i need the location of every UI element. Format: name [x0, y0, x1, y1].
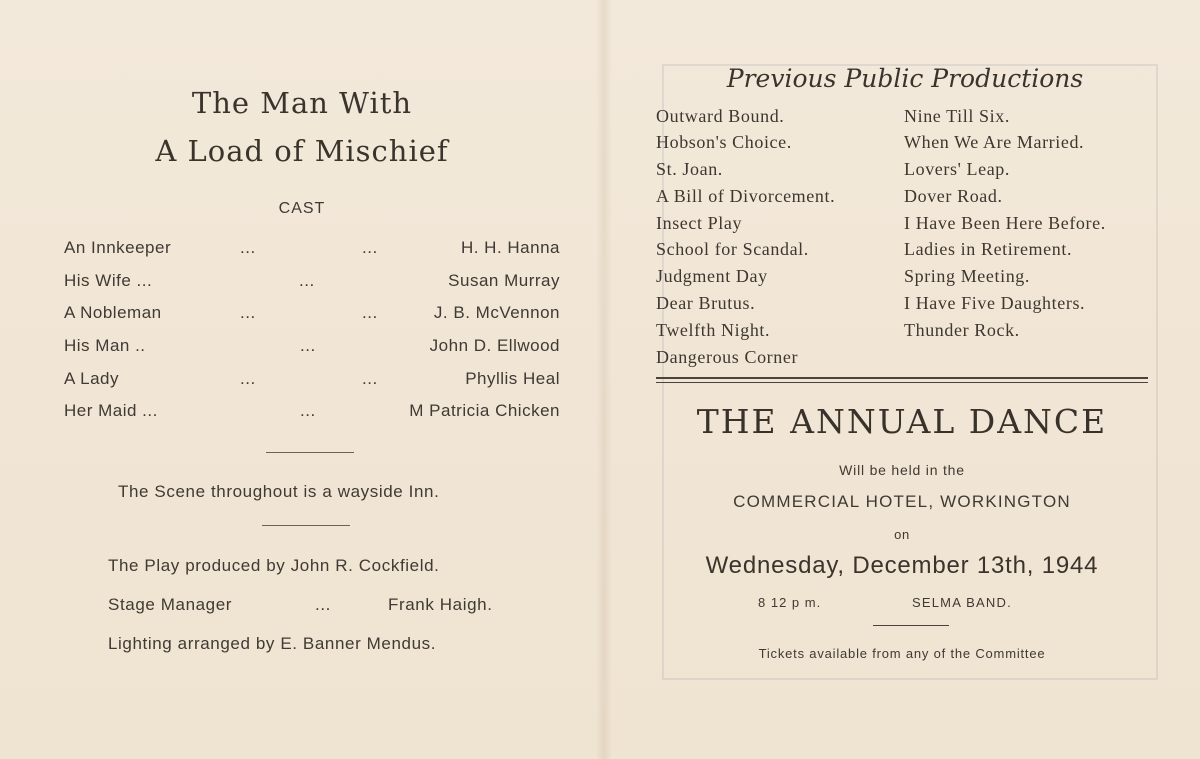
cast-dots: ... [299, 271, 315, 290]
play-title-line-1: The Man With [191, 86, 413, 120]
double-rule-bottom [656, 382, 1148, 383]
production-item: Hobson's Choice. [656, 132, 792, 152]
divider [262, 525, 350, 526]
production-item: Twelfth Night. [656, 320, 771, 340]
cast-row [64, 271, 560, 295]
production-item: Ladies in Retirement. [904, 239, 1073, 259]
production-item: Thunder Rock. [904, 320, 1020, 340]
production-item: When We Are Married. [904, 132, 1085, 152]
on-text: on [894, 527, 910, 542]
cast-dots: ... [240, 369, 256, 388]
cast-dots: ... [300, 401, 316, 420]
cast-heading: CAST [278, 200, 326, 217]
annual-dance-title: THE ANNUAL DANCE [696, 402, 1108, 441]
cast-role: An Innkeeper [64, 238, 172, 257]
cast-role: A Lady [64, 369, 119, 388]
production-item: School for Scandal. [656, 239, 809, 259]
producer-credit: The Play produced by John R. Cockfield. [108, 556, 440, 575]
production-item: Dangerous Corner [656, 347, 799, 367]
cast-row [64, 238, 560, 262]
cast-row [64, 401, 560, 425]
production-item: Judgment Day [656, 266, 768, 286]
production-item: Outward Bound. [656, 106, 785, 126]
dance-time: 8 12 p m. [758, 595, 822, 610]
production-item: A Bill of Divorcement. [656, 186, 836, 206]
production-item: Dear Brutus. [656, 293, 756, 313]
cast-row [64, 336, 560, 360]
cast-role: His Wife ... [64, 271, 153, 290]
cast-role: A Nobleman [64, 303, 162, 322]
divider [266, 452, 354, 453]
cast-dots: ... [240, 303, 256, 322]
cast-role: His Man .. [64, 336, 146, 355]
stage-manager-dots: ... [315, 595, 331, 614]
venue: COMMERCIAL HOTEL, WORKINGTON [733, 492, 1071, 511]
lighting-credit: Lighting arranged by E. Banner Mendus. [108, 634, 437, 653]
tickets-note: Tickets available from any of the Committee [758, 646, 1046, 661]
production-item: I Have Five Daughters. [904, 293, 1086, 313]
production-item: Lovers' Leap. [904, 159, 1011, 179]
double-rule-top [656, 377, 1148, 379]
stage-manager-label: Stage Manager [108, 595, 233, 614]
cast-row [64, 303, 560, 327]
cast-row [64, 369, 560, 393]
production-item: Insect Play [656, 213, 743, 233]
cast-dots: ... [300, 336, 316, 355]
previous-productions-heading: Previous Public Productions [726, 64, 1084, 93]
held-in-text: Will be held in the [839, 462, 965, 478]
cast-actor: Phyllis Heal [465, 369, 560, 388]
dance-date: Wednesday, December 13th, 1944 [705, 552, 1099, 579]
cast-role: Her Maid ... [64, 401, 158, 420]
band-name: SELMA BAND. [912, 595, 1012, 610]
cast-dots: ... [362, 303, 378, 322]
cast-dots: ... [240, 238, 256, 257]
play-title-line-2: A Load of Mischief [155, 134, 449, 168]
stage-manager-name: Frank Haigh. [388, 595, 493, 614]
production-item: I Have Been Here Before. [904, 213, 1106, 233]
show-through-frame [662, 64, 1158, 680]
scene-note: The Scene throughout is a wayside Inn. [118, 482, 440, 501]
cast-actor: John D. Ellwood [429, 336, 560, 355]
cast-dots: ... [362, 238, 378, 257]
production-item: Nine Till Six. [904, 106, 1010, 126]
production-item: Dover Road. [904, 186, 1003, 206]
cast-actor: Susan Murray [448, 271, 560, 290]
cast-actor: J. B. McVennon [433, 303, 560, 322]
cast-dots: ... [362, 369, 378, 388]
cast-actor: M Patricia Chicken [409, 401, 560, 420]
production-item: Spring Meeting. [904, 266, 1030, 286]
production-item: St. Joan. [656, 159, 723, 179]
divider [873, 625, 949, 626]
cast-actor: H. H. Hanna [460, 238, 560, 257]
